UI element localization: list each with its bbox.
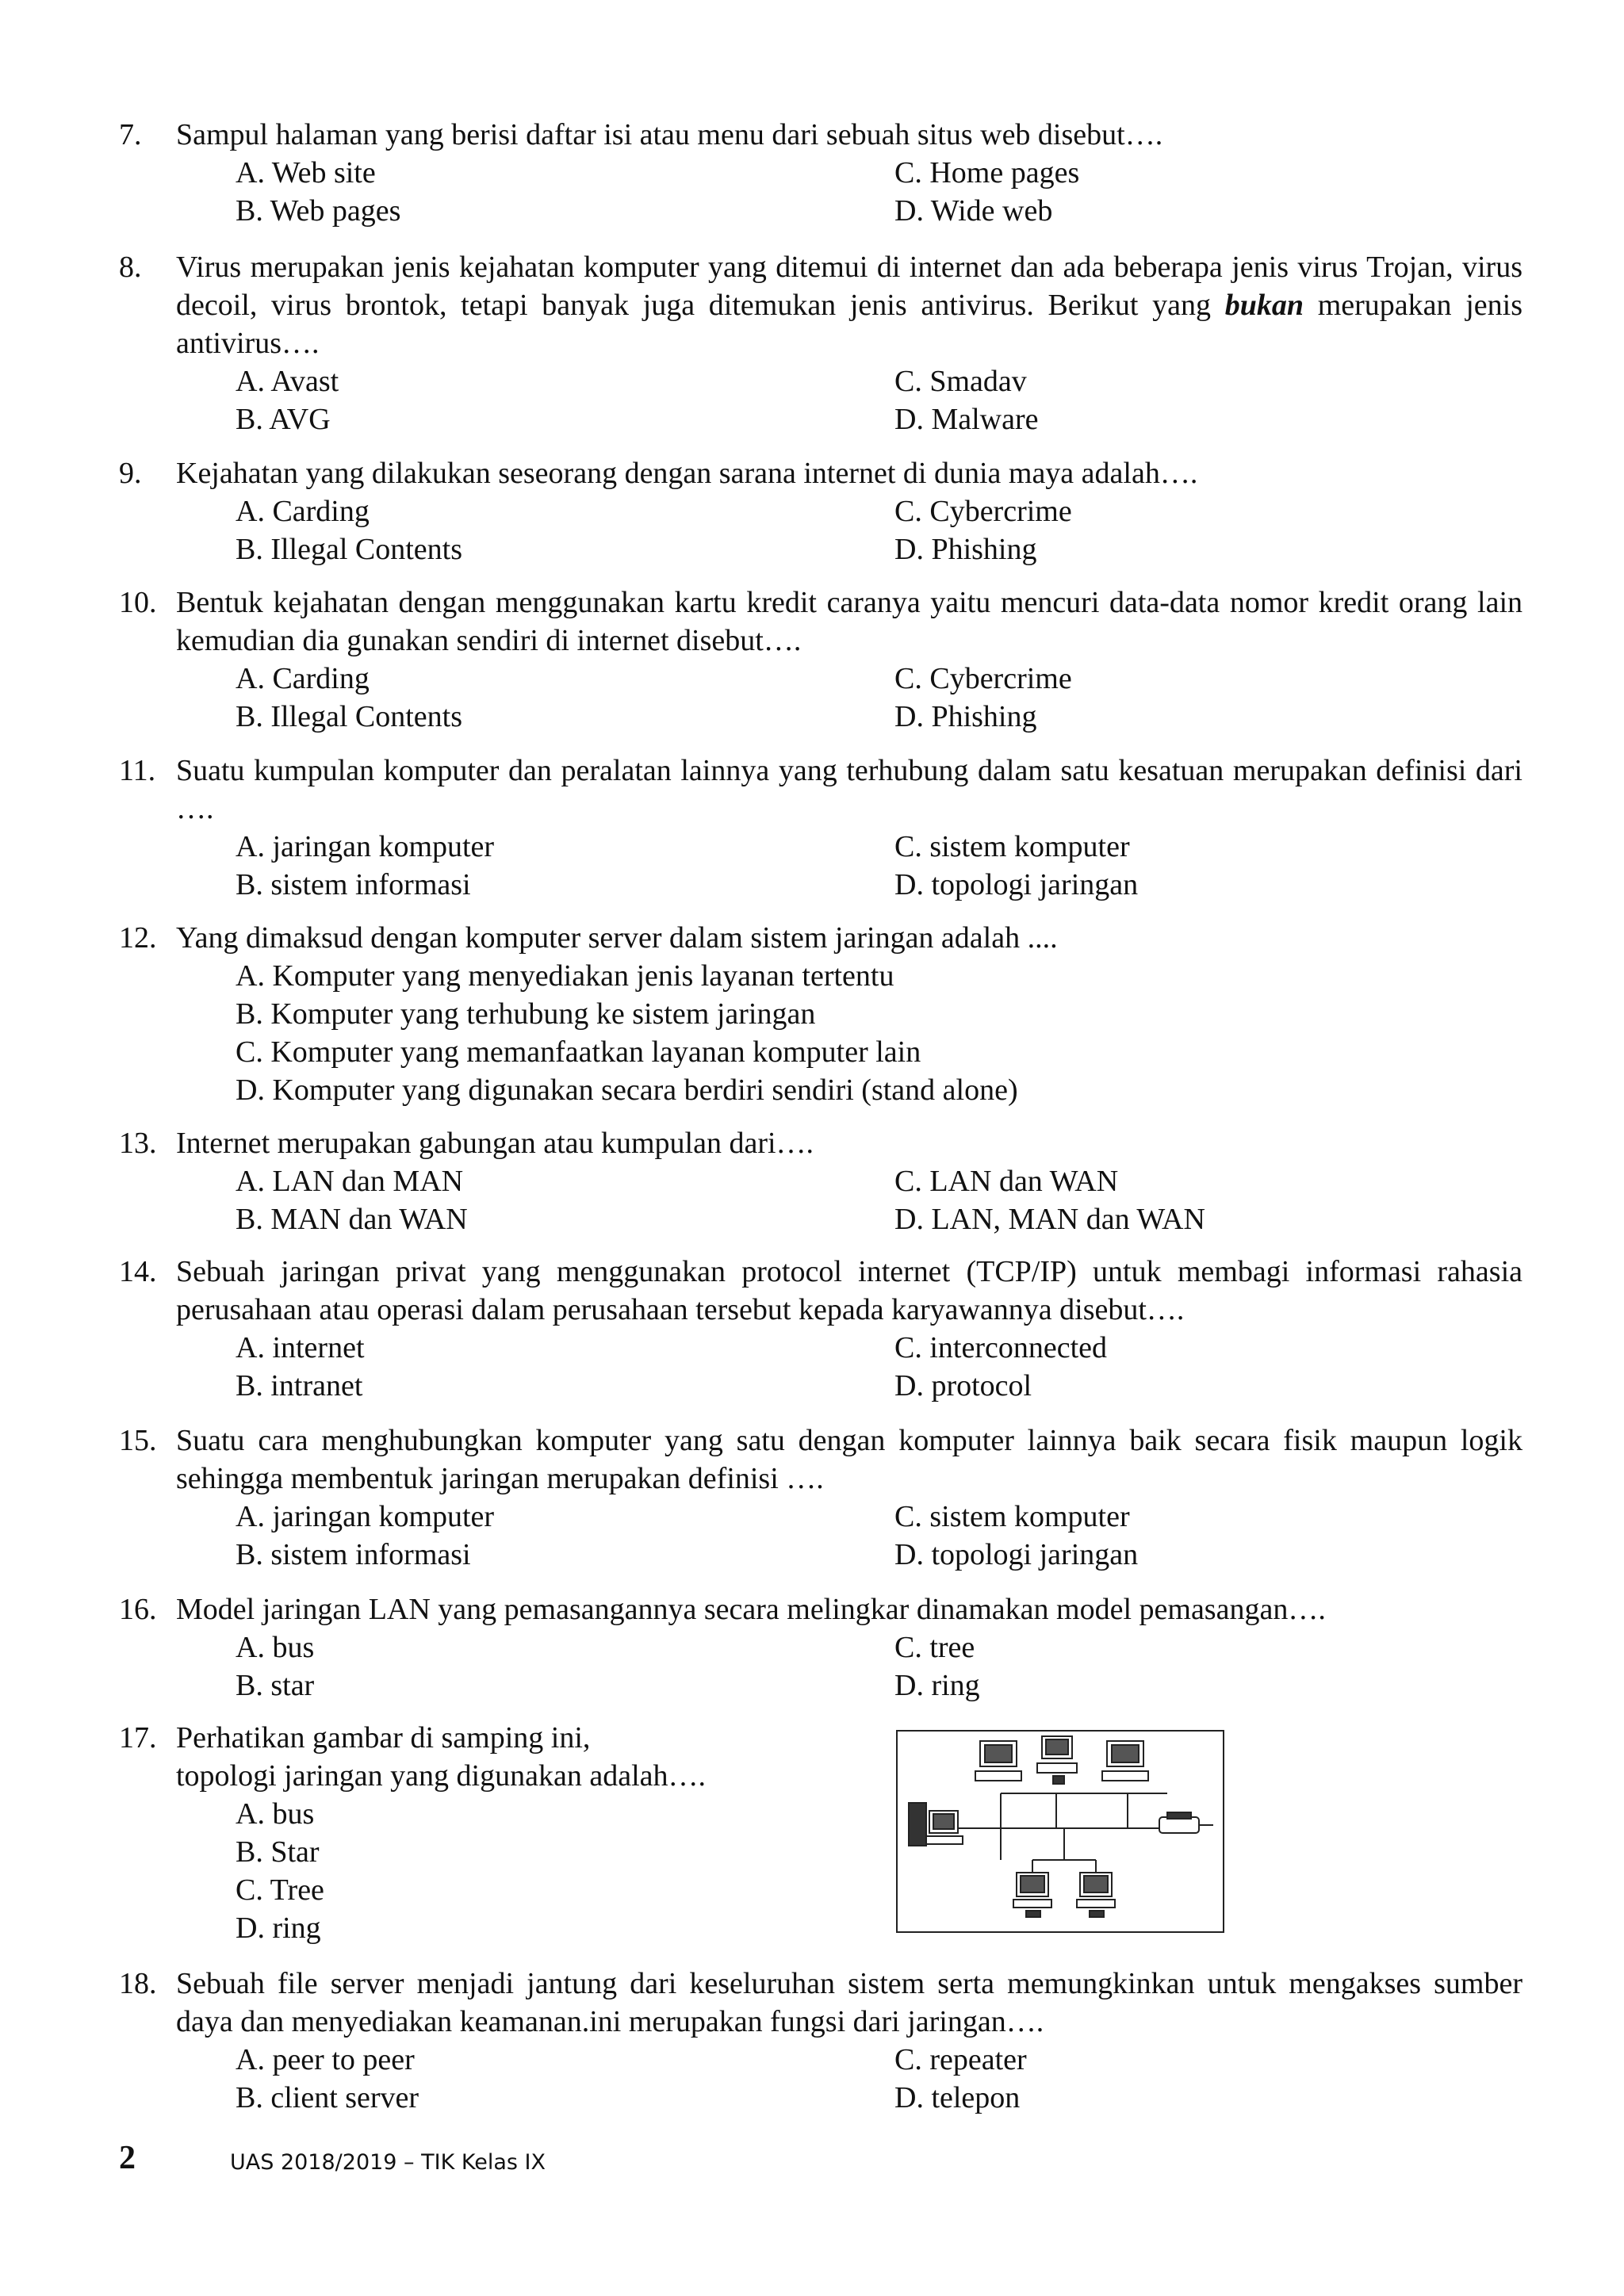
options — [119, 660, 1522, 736]
question-12 — [119, 919, 1522, 1109]
question-18 — [119, 1965, 1522, 2117]
option-a[interactable]: A. Komputer yang menyediakan jenis layanan tertentu — [236, 959, 894, 993]
option-a[interactable]: A. peer to peer — [236, 2043, 415, 2076]
question-11 — [119, 752, 1522, 904]
page-number: 2 — [119, 2140, 136, 2176]
question-13 — [119, 1124, 1522, 1238]
option-d[interactable]: D. Phishing — [894, 700, 1037, 733]
emphasis-word: bukan — [1224, 289, 1304, 322]
question-stem-line-1: Perhatikan gambar di samping ini, — [176, 1721, 591, 1755]
options — [119, 1329, 1522, 1405]
option-d[interactable]: D. protocol — [894, 1369, 1032, 1402]
option-c[interactable]: C. repeater — [894, 2043, 1027, 2076]
topology-diagram — [898, 1732, 1223, 1931]
option-c[interactable]: C. sistem komputer — [894, 830, 1130, 863]
question-number: 18. — [119, 1967, 157, 2000]
question-stem: Internet merupakan gabungan atau kumpulan dari…. — [176, 1127, 814, 1160]
question-number: 15. — [119, 1424, 157, 1457]
option-b[interactable]: B. MAN dan WAN — [236, 1203, 468, 1236]
option-b[interactable]: B. Illegal Contents — [236, 700, 463, 733]
option-d[interactable]: D. ring — [894, 1669, 980, 1702]
options — [119, 2041, 1522, 2117]
option-b[interactable]: B. AVG — [236, 403, 331, 436]
options — [236, 1795, 1522, 1947]
stem-text-end: merupakan jenis antivirus…. — [176, 289, 1522, 360]
question-17 — [119, 1719, 1522, 1947]
option-c[interactable]: C. interconnected — [894, 1331, 1108, 1364]
options — [119, 1498, 1522, 1574]
question-stem: Sebuah file server menjadi jantung dari keseluruhan sistem serta memungkinkan untuk mengakses sumber daya dan menyediakan keamanan.ini merupakan fungsi dari jaringan…. — [176, 1967, 1522, 2038]
option-b[interactable]: B. intranet — [236, 1369, 363, 1402]
options — [119, 828, 1522, 904]
option-d[interactable]: D. LAN, MAN dan WAN — [894, 1203, 1205, 1236]
question-stem: Bentuk kejahatan dengan menggunakan kartu kredit caranya yaitu mencuri data-data nomor kredit orang lain kemudian dia gunakan sendiri di internet disebut…. — [176, 586, 1522, 657]
stem-text: Virus merupakan jenis kejahatan komputer yang ditemui di internet dan ada beberapa jenis virus Trojan, virus decoil, virus brontok, tetapi banyak juga ditemukan jenis antivirus. Berikut yang — [176, 251, 1522, 322]
option-d[interactable]: D. topologi jaringan — [894, 868, 1139, 901]
option-b[interactable]: B. Komputer yang terhubung ke sistem jaringan — [236, 997, 816, 1031]
option-b[interactable]: B. star — [236, 1669, 315, 1702]
options — [119, 362, 1522, 438]
question-10 — [119, 584, 1522, 736]
option-d[interactable]: D. Malware — [894, 403, 1039, 436]
option-a[interactable]: A. LAN dan MAN — [236, 1165, 464, 1198]
option-b[interactable]: B. Illegal Contents — [236, 533, 463, 566]
option-d[interactable]: D. Phishing — [894, 533, 1037, 566]
question-stem: Sampul halaman yang berisi daftar isi atau menu dari sebuah situs web disebut…. — [176, 118, 1163, 151]
option-a[interactable]: A. Carding — [236, 495, 370, 528]
question-number: 13. — [119, 1127, 157, 1160]
option-b[interactable]: B. Web pages — [236, 194, 401, 228]
option-c[interactable]: C. Komputer yang memanfaatkan layanan komputer lain — [236, 1035, 921, 1069]
option-c[interactable]: C. sistem komputer — [894, 1500, 1130, 1533]
option-d[interactable]: D. Wide web — [894, 194, 1053, 228]
options — [119, 1162, 1522, 1238]
question-number: 14. — [119, 1255, 157, 1288]
option-b[interactable]: B. sistem informasi — [236, 868, 471, 901]
option-a[interactable]: A. internet — [236, 1331, 365, 1364]
question-number: 9. — [119, 457, 142, 490]
printer-icon — [1159, 1812, 1213, 1833]
option-c[interactable]: C. Cybercrime — [894, 662, 1072, 695]
page-footer — [119, 2139, 546, 2178]
option-a[interactable]: A. bus — [236, 1631, 315, 1664]
options — [236, 957, 1522, 1109]
question-number: 12. — [119, 921, 157, 955]
footer-text: UAS 2018/2019 – TIK Kelas IX — [230, 2150, 546, 2175]
question-stem-line-2: topologi jaringan yang digunakan adalah…. — [176, 1759, 706, 1793]
option-b[interactable]: B. sistem informasi — [236, 1538, 471, 1571]
option-c[interactable]: C. Smadav — [894, 365, 1027, 398]
question-number: 7. — [119, 118, 142, 151]
option-c[interactable]: C. Cybercrime — [894, 495, 1072, 528]
option-a[interactable]: A. Carding — [236, 662, 370, 695]
network-topology-figure — [896, 1730, 1224, 1933]
question-stem: Sebuah jaringan privat yang menggunakan protocol internet (TCP/IP) untuk membagi informasi rahasia perusahaan atau operasi dalam perusahaan tersebut kepada karyawannya disebut…. — [176, 1255, 1522, 1326]
question-number: 8. — [119, 251, 142, 284]
computer-icon — [1037, 1736, 1077, 1784]
option-b[interactable]: B. Star — [236, 1835, 320, 1869]
options — [119, 492, 1522, 568]
computer-icon — [1102, 1741, 1148, 1781]
question-16 — [119, 1590, 1522, 1705]
computer-icon — [1077, 1873, 1115, 1917]
computer-icon — [1013, 1873, 1051, 1917]
option-a[interactable]: A. Web site — [236, 156, 376, 189]
question-number: 10. — [119, 586, 157, 619]
option-a[interactable]: A. jaringan komputer — [236, 830, 495, 863]
option-c[interactable]: C. tree — [894, 1631, 975, 1664]
question-8 — [119, 248, 1522, 438]
option-d[interactable]: D. ring — [236, 1911, 321, 1945]
option-d[interactable]: D. Komputer yang digunakan secara berdiri sendiri (stand alone) — [236, 1073, 1018, 1107]
option-d[interactable]: D. topologi jaringan — [894, 1538, 1139, 1571]
question-7 — [119, 116, 1522, 230]
option-c[interactable]: C. Tree — [236, 1873, 324, 1907]
question-stem: Kejahatan yang dilakukan seseorang dengan sarana internet di dunia maya adalah…. — [176, 457, 1198, 490]
option-b[interactable]: B. client server — [236, 2081, 419, 2114]
option-c[interactable]: C. Home pages — [894, 156, 1080, 189]
computer-icon — [975, 1741, 1021, 1781]
options — [119, 1628, 1522, 1705]
option-d[interactable]: D. telepon — [894, 2081, 1021, 2114]
question-number: 17. — [119, 1721, 157, 1755]
option-c[interactable]: C. LAN dan WAN — [894, 1165, 1119, 1198]
question-number: 11. — [119, 754, 156, 787]
question-9 — [119, 454, 1522, 568]
option-a[interactable]: A. jaringan komputer — [236, 1500, 495, 1533]
question-stem: Suatu kumpulan komputer dan peralatan lainnya yang terhubung dalam satu kesatuan merupakan definisi dari …. — [176, 754, 1522, 825]
options — [119, 154, 1522, 230]
question-stem: Suatu cara menghubungkan komputer yang satu dengan komputer lainnya baik secara fisik maupun logik sehingga membentuk jaringan merupakan definisi …. — [176, 1424, 1522, 1495]
question-stem — [176, 248, 1522, 362]
question-14 — [119, 1253, 1522, 1405]
question-15 — [119, 1422, 1522, 1574]
question-stem: Model jaringan LAN yang pemasangannya secara melingkar dinamakan model pemasangan…. — [176, 1593, 1326, 1626]
option-a[interactable]: A. Avast — [236, 365, 339, 398]
server-icon — [909, 1803, 963, 1846]
option-a[interactable]: A. bus — [236, 1797, 315, 1831]
question-number: 16. — [119, 1593, 157, 1626]
question-stem: Yang dimaksud dengan komputer server dalam sistem jaringan adalah .... — [176, 921, 1058, 955]
